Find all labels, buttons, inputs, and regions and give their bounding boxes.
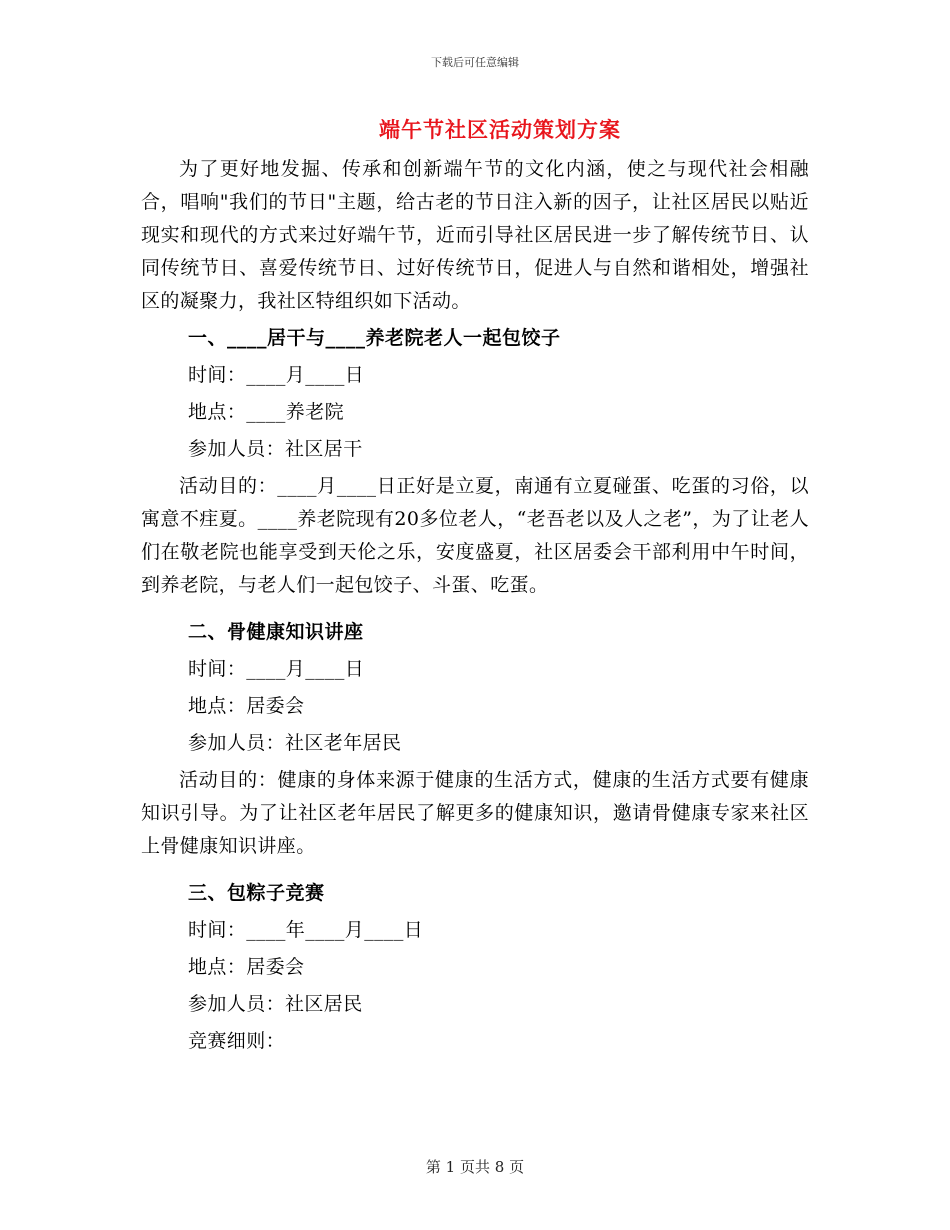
section-3-rules-label: 竞赛细则： [188, 1030, 286, 1052]
section-2-participants: 参加人员：社区老年居民 [188, 732, 402, 754]
section-3-time: 时间：____年____月____日 [188, 919, 424, 941]
document-title: 端午节社区活动策划方案 [379, 117, 621, 142]
section-2-purpose: 活动目的：健康的身体来源于健康的生活方式，健康的生活方式要有健康知识引导。为了让社区老年居民了解更多的健康知识，邀请骨健康专家来社区上骨健康知识讲座。 [141, 769, 809, 857]
section-1-participants: 参加人员：社区居干 [188, 438, 363, 460]
section-1-time: 时间：____月____日 [188, 364, 365, 386]
section-2-heading: 二、骨健康知识讲座 [188, 621, 364, 643]
section-3-place: 地点：居委会 [188, 956, 305, 978]
section-2-place: 地点：居委会 [188, 695, 305, 717]
section-1-purpose: 活动目的：____月____日正好是立夏，南通有立夏碰蛋、吃蛋的习俗，以寓意不疰夏。____养老院现有20多位老人，“老吾老以及人之老”，为了让老人们在敬老院也能享受到天伦之乐，安度盛夏，社区居委会干部利用中午时间，到养老院，与老人们一起包饺子、斗蛋、吃蛋。 [141, 475, 809, 596]
section-1-place: 地点：____养老院 [188, 401, 345, 423]
section-1-heading: 一、____居干与____养老院老人一起包饺子 [188, 327, 561, 349]
section-3-participants: 参加人员：社区居民 [188, 993, 363, 1015]
page-footer: 第 1 页共 8 页 [425, 1158, 525, 1176]
intro-paragraph: 为了更好地发掘、传承和创新端午节的文化内涵，使之与现代社会相融合，唱响"我们的节日"主题，给古老的节日注入新的因子，让社区居民以贴近现实和现代的方式来过好端午节，近而引导社区居民进一步了解传统节日、认同传统节日、喜爱传统节日、过好传统节日，促进人与自然和谐相处，增强社区的凝聚力，我社区特组织如下活动。 [141, 158, 809, 312]
section-2-time: 时间：____月____日 [188, 658, 365, 680]
document-body [141, 153, 809, 1058]
header-note: 下载后可任意编辑 [431, 56, 519, 69]
section-3-heading: 三、包粽子竞赛 [188, 882, 325, 904]
